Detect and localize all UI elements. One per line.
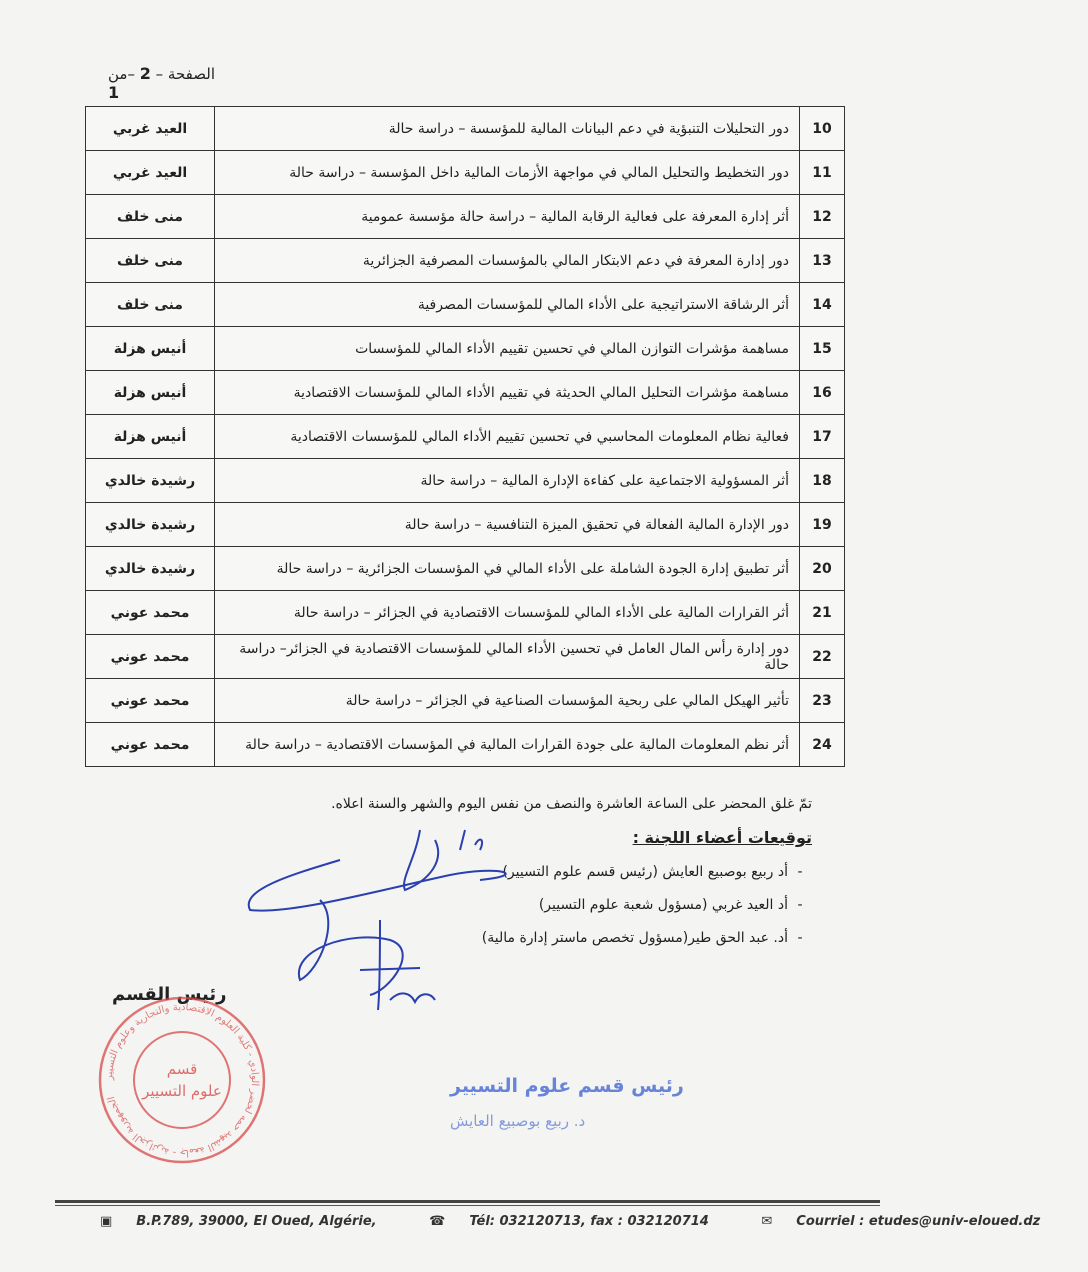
table-row xyxy=(86,635,845,679)
supervisor-name: العيد غربي xyxy=(86,151,215,195)
footer-contact xyxy=(100,1214,1041,1229)
table-row xyxy=(86,107,845,151)
topic-title: أثر نظم المعلومات المالية على جودة القرارات المالية في المؤسسات الاقتصادية – دراسة حالة xyxy=(215,723,800,767)
table-row xyxy=(86,503,845,547)
member-name: أد ربيع بوصبيع العايش (رئيس قسم علوم التسيير) xyxy=(502,864,788,880)
supervisor-name: العيد غربي xyxy=(86,107,215,151)
footer-rule-thin xyxy=(55,1205,880,1206)
supervisor-name: محمد عوني xyxy=(86,679,215,723)
table-row xyxy=(86,371,845,415)
topic-title: أثر تطبيق إدارة الجودة الشاملة على الأداء المالي في المؤسسات الجزائرية – دراسة حالة xyxy=(215,547,800,591)
table-row xyxy=(86,591,845,635)
head-signature-stamp xyxy=(255,1050,684,1140)
table-row xyxy=(86,459,845,503)
table-row xyxy=(86,283,845,327)
topic-title: أثر المسؤولية الاجتماعية على كفاءة الإدارة المالية – دراسة حالة xyxy=(215,459,800,503)
stamp-ring-text: الجمهورية الجزائرية - جامعة الشهيد حمه لخضر الوادي - كلية العلوم الاقتصادية والتجارية وعلوم التسيير xyxy=(103,1001,261,1159)
supervisor-name: منى خلف xyxy=(86,239,215,283)
department-stamp xyxy=(92,990,272,1170)
supervisor-name: رشيدة خالدي xyxy=(86,459,215,503)
table-row xyxy=(86,679,845,723)
topic-number: 11 xyxy=(800,151,845,195)
member-name: أد العيد غربي (مسؤول شعبة علوم التسيير) xyxy=(538,897,788,913)
topic-title: مساهمة مؤشرات التوازن المالي في تحسين تقييم الأداء المالي للمؤسسات xyxy=(215,327,800,371)
handwritten-signature xyxy=(230,820,560,1020)
page-current: 2 xyxy=(139,64,151,83)
topic-title: أثر القرارات المالية على الأداء المالي للمؤسسات الاقتصادية في الجزائر – دراسة حالة xyxy=(215,591,800,635)
topic-title: دور إدارة المعرفة في دعم الابتكار المالي بالمؤسسات المصرفية الجزائرية xyxy=(215,239,800,283)
stamp2-line2: د. ربيع بوصبيع العايش xyxy=(450,1112,586,1130)
topic-title: دور الإدارة المالية الفعالة في تحقيق الميزة التنافسية – دراسة حالة xyxy=(215,503,800,547)
topic-number: 13 xyxy=(800,239,845,283)
topic-title: دور التخطيط والتحليل المالي في مواجهة الأزمات المالية داخل المؤسسة – دراسة حالة xyxy=(215,151,800,195)
topic-number: 12 xyxy=(800,195,845,239)
table-row xyxy=(86,151,845,195)
stamp-inner-text-2: علوم التسيير xyxy=(142,1082,222,1100)
bullet-dash: - xyxy=(797,864,803,880)
member-name: أد. عبد الحق طير(مسؤول تخصص ماستر إدارة مالية) xyxy=(481,930,788,946)
topic-title: أثر الرشاقة الاستراتيجية على الأداء المالي للمؤسسات المصرفية xyxy=(215,283,800,327)
signatures-heading: توقيعات أعضاء اللجنة : xyxy=(632,828,812,847)
table-row xyxy=(86,195,845,239)
topic-number: 10 xyxy=(800,107,845,151)
topic-number: 14 xyxy=(800,283,845,327)
supervisor-name: محمد عوني xyxy=(86,635,215,679)
footer-address: B.P.789, 39000, El Oued, Algérie, xyxy=(136,1214,377,1229)
topic-title: أثر إدارة المعرفة على فعالية الرقابة المالية – دراسة حالة مؤسسة عمومية xyxy=(215,195,800,239)
table-row xyxy=(86,723,845,767)
email-icon: ✉ xyxy=(761,1214,773,1229)
closing-statement: تمّ غلق المحضر على الساعة العاشرة والنصف من نفس اليوم والشهر والسنة اعلاه. xyxy=(331,796,812,812)
topic-number: 17 xyxy=(800,415,845,459)
table-row xyxy=(86,327,845,371)
topic-title: دور إدارة رأس المال العامل في تحسين الأداء المالي للمؤسسات الاقتصادية في الجزائر– دراسة حالة xyxy=(215,635,800,679)
supervisor-name: منى خلف xyxy=(86,283,215,327)
supervisor-name: رشيدة خالدي xyxy=(86,503,215,547)
page-total: 1 xyxy=(108,83,120,102)
topic-number: 21 xyxy=(800,591,845,635)
topic-number: 18 xyxy=(800,459,845,503)
topic-title: فعالية نظام المعلومات المحاسبي في تحسين تقييم الأداء المالي للمؤسسات الاقتصادية xyxy=(215,415,800,459)
stamp2-line1: رئيس قسم علوم التسيير xyxy=(450,1075,684,1097)
supervisor-name: رشيدة خالدي xyxy=(86,547,215,591)
supervisor-name: أنيس هزلة xyxy=(86,415,215,459)
topic-number: 20 xyxy=(800,547,845,591)
supervisor-name: منى خلف xyxy=(86,195,215,239)
bullet-dash: - xyxy=(797,897,803,913)
topics-table xyxy=(85,106,845,767)
table-row xyxy=(86,415,845,459)
topic-title: تأثير الهيكل المالي على ربحية المؤسسات الصناعية في الجزائر – دراسة حالة xyxy=(215,679,800,723)
supervisor-name: أنيس هزلة xyxy=(86,327,215,371)
footer-phone: Tél: 032120713, fax : 032120714 xyxy=(469,1214,709,1229)
supervisor-name: محمد عوني xyxy=(86,723,215,767)
footer-email: Courriel : etudes@univ-eloued.dz xyxy=(796,1214,1041,1229)
topic-number: 19 xyxy=(800,503,845,547)
table-row xyxy=(86,547,845,591)
bullet-dash: - xyxy=(797,930,803,946)
mailbox-icon: ▣ xyxy=(100,1214,113,1229)
page-number xyxy=(108,64,228,102)
phone-icon: ☎ xyxy=(429,1214,446,1229)
supervisor-name: أنيس هزلة xyxy=(86,371,215,415)
topic-title: مساهمة مؤشرات التحليل المالي الحديثة في تقييم الأداء المالي للمؤسسات الاقتصادية xyxy=(215,371,800,415)
topic-number: 22 xyxy=(800,635,845,679)
page-sep: –من xyxy=(108,65,135,83)
table-row xyxy=(86,239,845,283)
department-head-title: رئيس القسم xyxy=(112,984,227,1005)
svg-text:الجمهورية الجزائرية - جامعة ال xyxy=(104,1002,260,1158)
footer-rule xyxy=(55,1200,880,1203)
topic-number: 15 xyxy=(800,327,845,371)
supervisor-name: محمد عوني xyxy=(86,591,215,635)
stamp-inner-text-1: قسم xyxy=(166,1060,198,1078)
topic-number: 24 xyxy=(800,723,845,767)
topic-title: دور التحليلات التنبؤية في دعم البيانات المالية للمؤسسة – دراسة حالة xyxy=(215,107,800,151)
topic-number: 23 xyxy=(800,679,845,723)
topic-number: 16 xyxy=(800,371,845,415)
page-label: الصفحة – xyxy=(155,65,215,83)
